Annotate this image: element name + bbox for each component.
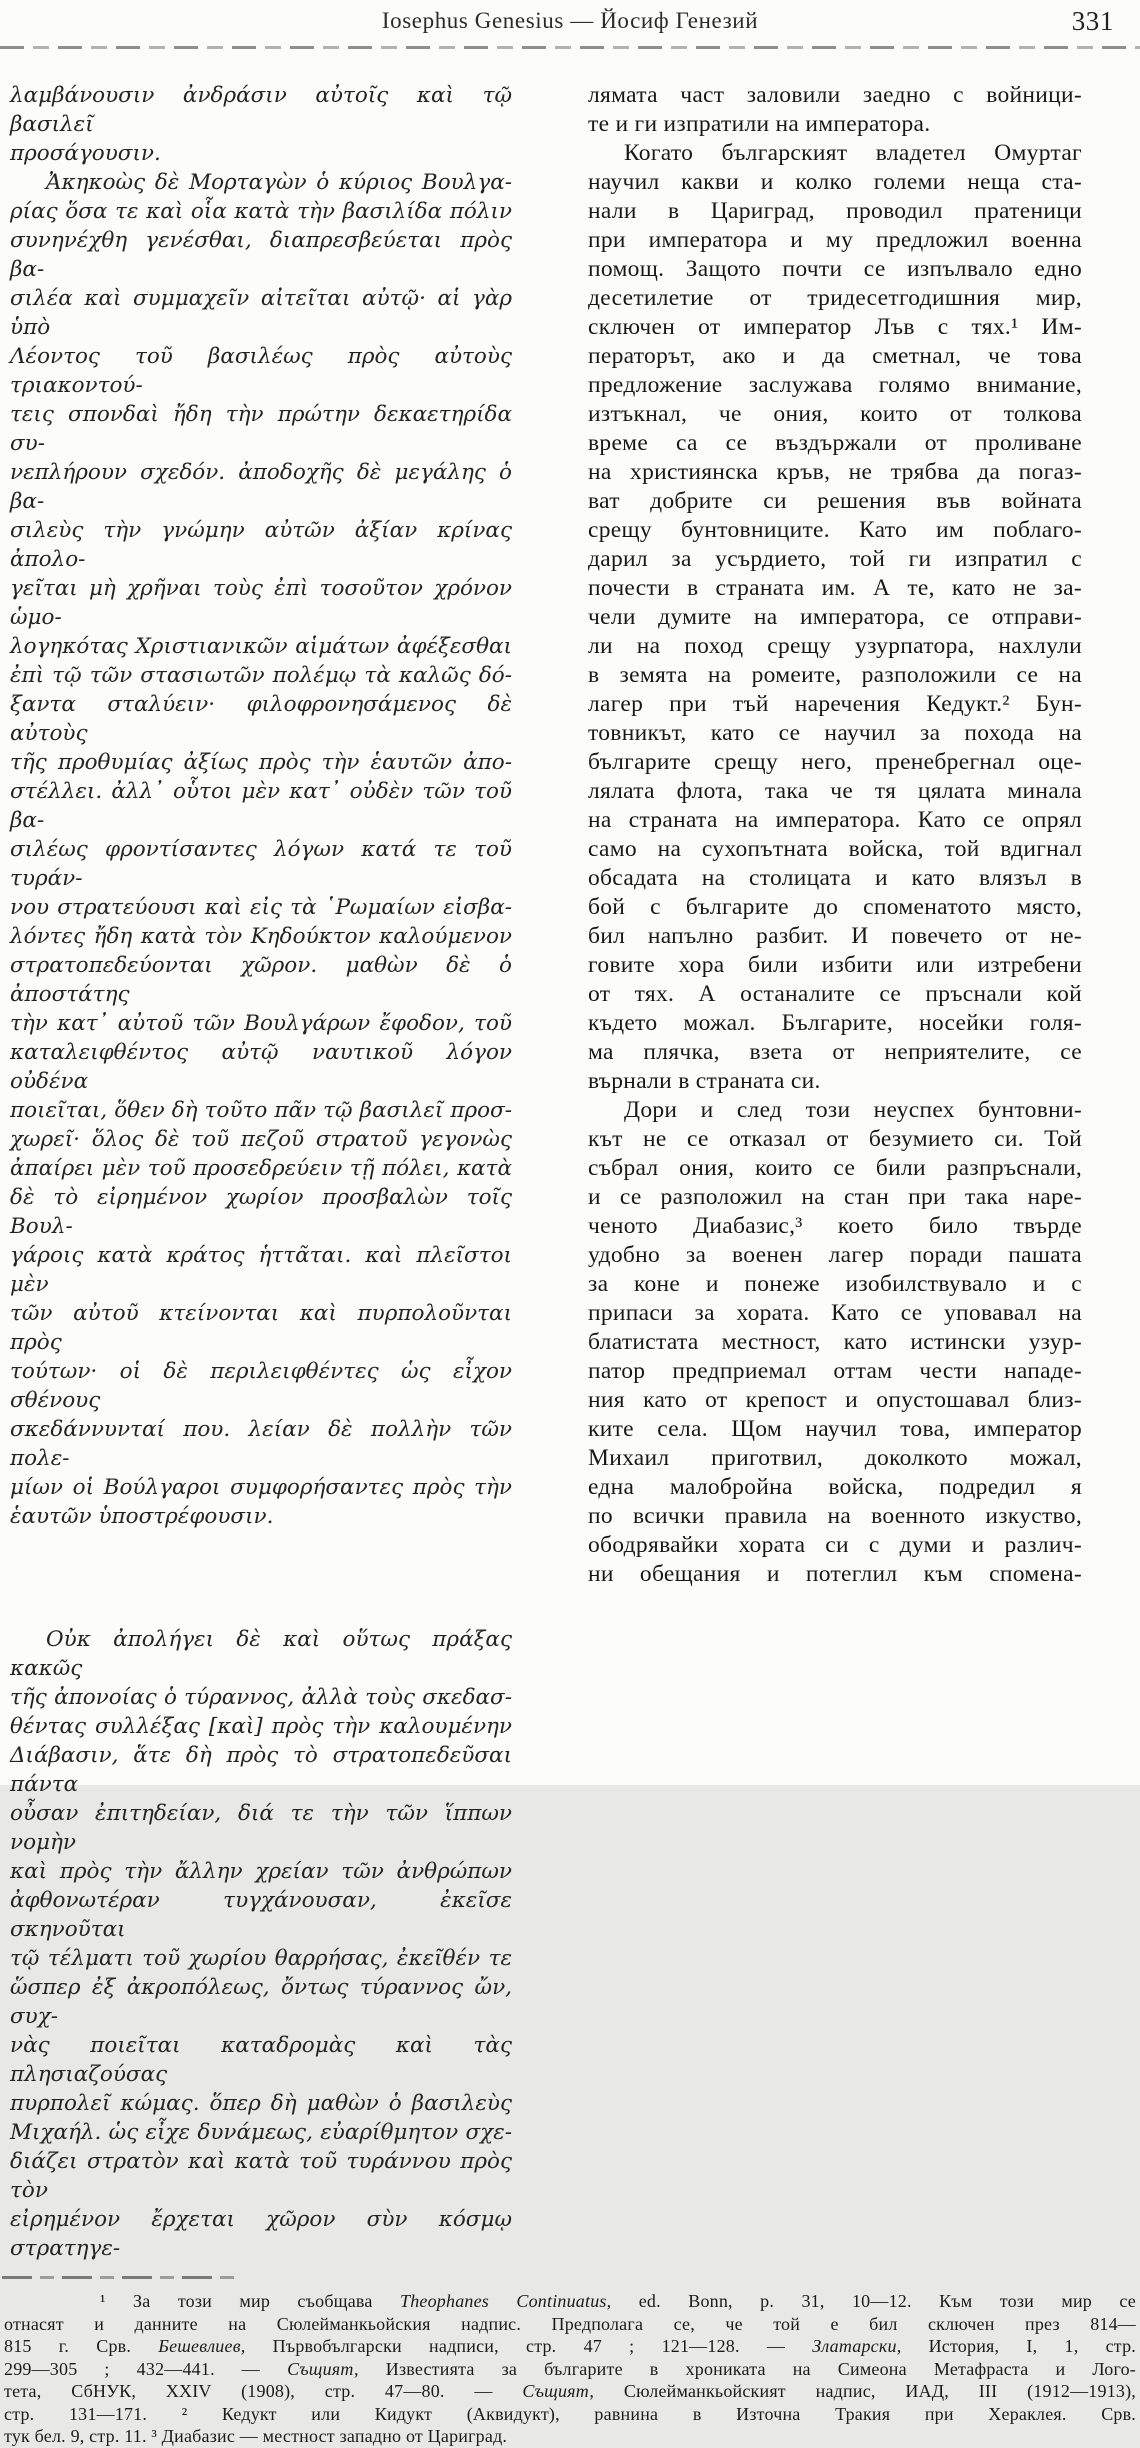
text-line: обсадата на столицата и като влязъл в [588, 865, 1082, 891]
text-line: върнали в страната си. [588, 1068, 821, 1094]
header-rule [0, 46, 1140, 49]
text-line: πυρπολεῖ κώμας. ὅπερ δὴ μαθὼν ὁ βασιλεὺς [10, 2091, 512, 2116]
text-line: γάροις κατὰ κράτος ἡττᾶται. καὶ πλεῖστοι μὲν [10, 1243, 512, 1297]
text-line: нали в Цариград, проводил пратеници [588, 198, 1082, 224]
footnote-italic-text: Същият, [522, 2381, 595, 2401]
text-line: στέλλει. ἀλλ᾽ οὗτοι μὲν κατ᾽ οὐδὲν τῶν τοῦ βα- [10, 779, 512, 833]
text-line: νου στρατεύουσι καὶ εἰς τὰ ῾Ρωμαίων εἰσβα- [10, 895, 512, 920]
text-line: σιλέα καὶ συμμαχεῖν αἰτεῖται αὐτῷ· αἱ γὰρ ὑπὸ [10, 286, 512, 340]
text-line: сключен от император Лъв с тях.¹ Им- [588, 314, 1082, 340]
footnote-line [4, 2425, 1136, 2448]
text-line: ли на поход срещу узурпатора, нахлули [588, 633, 1082, 659]
text-line: εἰρημένον ἔρχεται χῶρον σὺν κόσμῳ στρατηγε- [10, 2207, 512, 2261]
text-line: στρατοπεδεύονται χῶρον. μαθὼν δὲ ὁ ἀποστάτης [10, 953, 512, 1007]
text-line: σιλεὺς τὴν γνώμην αὐτῶν ἀξίαν κρίνας ἀπολο- [10, 518, 512, 572]
footnotes-block [0, 2290, 1140, 2448]
text-line: лагер при тъй наречения Кедукт.² Бун- [588, 691, 1082, 717]
text-line: τῷ τέλματι τοῦ χωρίου θαρρήσας, ἐκεῖθέν τε [10, 1946, 512, 1971]
text-line: καταλειφθέντος αὐτῷ ναυτικοῦ λόγον οὐδένα [10, 1040, 512, 1094]
text-line: дарил за усърдието, той ги изпратил с [588, 546, 1082, 572]
text-line: προσάγουσιν. [10, 141, 161, 166]
text-line: ξαντα σταλύειν· φιλοφρονησάμενος δὲ αὐτοὺς [10, 692, 512, 746]
footnote-text: Известията за българите в хрониката на Симеона Метафраста и Лого- [358, 2358, 1137, 2379]
text-line: καὶ πρὸς τὴν ἄλλην χρείαν τῶν ἀνθρώπων [10, 1859, 512, 1884]
footnote-italic-text: Theophanes Continuatus, [400, 2291, 612, 2311]
footnote-text: 299—305 ; 432—441. — [4, 2358, 288, 2379]
text-line: ἀφθονωτέραν τυγχάνουσαν, ἐκεῖσε σκηνοῦται [10, 1888, 512, 1942]
footnote-line [4, 2380, 1136, 2403]
text-line: τῆς ἀπονοίας ὁ τύραννος, ἀλλὰ τοὺς σκεδασ- [10, 1685, 512, 1710]
text-line: Когато българският владетел Омуртаг [624, 140, 1082, 166]
text-line: Μιχαήλ. ὡς εἶχε δυνάμεως, εὐαρίθμητον σχε- [10, 2120, 512, 2145]
page-number: 331 [1071, 6, 1114, 36]
text-line: διάζει στρατὸν καὶ κατὰ τοῦ τυράννου πρὸς τὸν [10, 2149, 512, 2203]
footnote-line [4, 2335, 1136, 2358]
text-line: ποιεῖται, ὅθεν δὴ τοῦτο πᾶν τῷ βασιλεῖ προσ- [10, 1098, 512, 1123]
footnote-text: тук бел. 9, стр. 11. ³ Диабазис — местност западно от Цариград. [4, 2426, 508, 2446]
bulgarian-translation-column [588, 81, 1082, 1589]
footnote-text: 815 г. Срв. [4, 2336, 159, 2356]
text-line: Λέοντος τοῦ βασιλέως πρὸς αὐτοὺς τριακοντού- [10, 344, 512, 398]
header-title: Iosephus Genesius — Йосиф Генезий [381, 8, 759, 33]
footnote-italic-text: Същият, [287, 2358, 359, 2379]
footnote-separator-rule [2, 2276, 238, 2279]
text-line: νεπλήρουν σχεδόν. ἀποδοχῆς δὲ μεγάλης ὁ βα- [10, 460, 512, 514]
footnote-italic-text: Бешевлиев, [158, 2336, 246, 2356]
text-line: λόντες ἤδη κατὰ τὸν Κηδούκτον καλούμενον [10, 924, 512, 949]
text-line: лямата част заловили заедно с войници- [588, 82, 1082, 108]
paragraph [10, 1625, 512, 2263]
footnote-text: Първобългарски надписи, стр. 47 ; 121—128. — [245, 2336, 813, 2356]
text-line: ободрявайки хората си с думи и различ- [588, 1532, 1082, 1558]
text-line: те и ги изпратили на императора. [588, 111, 931, 137]
text-line: ките села. Щом научил това, император [588, 1416, 1082, 1442]
text-line: σκεδάννυνταί που. λείαν δὲ πολλὴν τῶν πολε- [10, 1417, 512, 1471]
text-line: чели думите на императора, се отправи- [588, 604, 1082, 630]
text-line: припаси за хората. Като се уповавал на [588, 1300, 1082, 1326]
text-line: изтъкнал, че ония, които от толкова [588, 401, 1082, 427]
text-line: θέντας συλλέξας [καὶ] πρὸς τὴν καλουμένην [10, 1714, 512, 1739]
text-line: при императора и му предложил военна [588, 227, 1082, 253]
text-line: ἑαυτῶν ὑποστρέφουσιν. [10, 1504, 274, 1529]
text-line: една малобройна войска, подредил я [588, 1474, 1082, 1500]
footnote-line [4, 2403, 1136, 2426]
text-line: товникът, като се научил за похода на [588, 720, 1082, 746]
text-line: τὴν κατ᾽ αὐτοῦ τῶν Βουλγάρων ἔφοδον, τοῦ [10, 1011, 512, 1036]
text-line: на страната на императора. Като се опрял [588, 807, 1082, 833]
text-line: ὥσπερ ἐξ ἀκροπόλεως, ὄντως τύραννος ὤν, συχ- [10, 1975, 512, 2029]
footnote-text: История, I, 1, стр. [901, 2336, 1136, 2356]
footnote-line [4, 2358, 1136, 2381]
text-line: ἀπαίρει μὲν τοῦ προσεδρεύειν τῇ πόλει, κατὰ [10, 1156, 512, 1181]
text-line: удобно за военен лагер поради пашата [588, 1242, 1082, 1268]
text-line: Дори и след този неуспех бунтовни- [624, 1097, 1082, 1123]
text-line: Ἀκηκοὼς δὲ Μορταγὼν ὁ κύριος Βουλγα- [46, 170, 512, 195]
text-line: от тях. А останалите се пръснали кой [588, 981, 1082, 1007]
text-line: χωρεῖ· ὅλος δὲ τοῦ πεζοῦ στρατοῦ γεγονὼς [10, 1127, 512, 1152]
text-line: μίων οἱ Βούλγαροι συμφορήσαντες πρὸς τὴν [10, 1475, 512, 1500]
text-line: бой с българите до споменатото място, [588, 894, 1082, 920]
text-line: νὰς ποιεῖται καταδρομὰς καὶ τὰς πλησιαζούσας [10, 2033, 512, 2087]
text-line: на християнска кръв, не трябва да погаз- [588, 459, 1082, 485]
text-line: срещу бунтовниците. Като им поблаго- [588, 517, 1082, 543]
text-line: десетилетие от тридесетгодишния мир, [588, 285, 1082, 311]
paragraph [588, 81, 1082, 139]
footnote-text: стр. 131—171. ² Кедукт или Кидукт (Аквидукт), равнина в Източна Тракия при Хераклея. Срв. [4, 2403, 1136, 2424]
text-line: σιλέως φροντίσαντες λόγων κατά τε τοῦ τυράν- [10, 837, 512, 891]
footnote-text: Сюлейманкьойският надпис, ИАД, III (1912—1913), [594, 2381, 1137, 2401]
text-line: лялата флота, така че тя цялата минала [588, 778, 1082, 804]
text-line: където можал. Българите, носейки голя- [588, 1010, 1082, 1036]
running-header [0, 0, 1140, 40]
text-line: συνηνέχθη γενέσθαι, διαπρεσβεύεται πρὸς βα- [10, 228, 512, 282]
text-line: блатистата местност, като истински узур- [588, 1329, 1082, 1355]
text-line: Διάβασιν, ἅτε δὴ πρὸς τὸ στρατοπεδεῦσαι πάντα [10, 1743, 512, 1797]
text-line: помощ. Защото почти се изпълвало едно [588, 256, 1082, 282]
text-line: за коне и понеже изобилствувало и с [588, 1271, 1082, 1297]
footnote-text: тета, СбНУК, XXIV (1908), стр. 47—80. — [4, 2381, 523, 2401]
text-line: ператорът, ако и да сметнал, че това [588, 343, 1082, 369]
text-line: говите хора били избити или изтребени [588, 952, 1082, 978]
text-line: време са се въздържали от проливане [588, 430, 1082, 456]
text-line: ρίας ὅσα τε καὶ οἷα κατὰ τὴν βασιλίδα πόλιν [10, 199, 512, 224]
paragraph [588, 139, 1082, 1096]
text-line: по всички правила на военното изкуство, [588, 1503, 1082, 1529]
text-line: ни обещания и потеглил към спомена- [588, 1561, 1082, 1587]
text-line: τούτων· οἱ δὲ περιλειφθέντες ὡς εἶχον σθένους [10, 1359, 512, 1413]
text-line: ват добрите си решения във войната [588, 488, 1082, 514]
text-line: ма плячка, взета от неприятелите, се [588, 1039, 1082, 1065]
text-line: научил какви и колко големи неща ста- [588, 169, 1082, 195]
text-line: γεῖται μὴ χρῆναι τοὺς ἐπὶ τοσοῦτον χρόνον ὡμο- [10, 576, 512, 630]
footnote-line [4, 2313, 1136, 2336]
text-line: τῆς προθυμίας ἀξίως πρὸς τὴν ἑαυτῶν ἀπο- [10, 750, 512, 775]
text-line: τῶν αὐτοῦ κτείνονται καὶ πυρπολοῦνται πρὸς [10, 1301, 512, 1355]
text-line: предложение заслужава голямо внимание, [588, 372, 1082, 398]
footnote-text: ¹ За този мир съобщава [100, 2291, 400, 2311]
text-line: и се разположил на стан при така наре- [588, 1184, 1082, 1210]
text-line: патор предприемал оттам чести нападе- [588, 1358, 1082, 1384]
text-line: ἐπὶ τῷ τῶν στασιωτῶν πολέμῳ τὰ καλῶς δό- [10, 663, 512, 688]
paragraph [10, 81, 512, 1531]
footnote-text: ed. Bonn, p. 31, 10—12. Към този мир се [611, 2291, 1136, 2311]
text-line: кът не се отказал от безумието си. Той [588, 1126, 1082, 1152]
text-columns [0, 81, 1140, 2263]
text-line: τεις σπονδαὶ ἤδη τὴν πρώτην δεκαετηρίδα συ- [10, 402, 512, 456]
text-line: λογηκότας Χριστιανικῶν αἱμάτων ἀφέξεσθαι [10, 634, 512, 659]
text-line: събрал ония, които се били разпръснали, [588, 1155, 1082, 1181]
text-line: бил напълно разбит. И повечето от не- [588, 923, 1082, 949]
text-line: δὲ τὸ εἰρημένον χωρίον προσβαλὼν τοῖς Βουλ- [10, 1185, 512, 1239]
text-line: почести в страната им. А те, като не за- [588, 575, 1082, 601]
footnote-italic-text: Златарски, [812, 2336, 902, 2356]
footnote-line [4, 2290, 1136, 2313]
text-line: Οὐκ ἀπολήγει δὲ καὶ οὕτως πράξας κακῶς [10, 1627, 512, 1681]
text-line: ния като от крепост и опустошавал близ- [588, 1387, 1082, 1413]
paragraph [588, 1096, 1082, 1589]
text-line: οὖσαν ἐπιτηδείαν, διά τε τὴν τῶν ἵππων νομὴν [10, 1801, 512, 1855]
text-line: в земята на ромеите, разположили се на [588, 662, 1082, 688]
greek-source-column [10, 81, 512, 2263]
text-line: само на сухопътната войска, той вдигнал [588, 836, 1082, 862]
text-line: λαμβάνουσιν ἀνδράσιν αὐτοῖς καὶ τῷ βασιλεῖ [10, 83, 512, 137]
footnote-text: отнасят и данните на Сюлейманкьойския надпис. Предполага се, че той е бил сключен през 814— [4, 2313, 1136, 2334]
text-line: ченото Диабазис,³ което било твърде [588, 1213, 1082, 1239]
text-line: българите срещу него, пренебрегнал оце- [588, 749, 1082, 775]
text-line: Михаил приготвил, доколкото можал, [588, 1445, 1082, 1471]
